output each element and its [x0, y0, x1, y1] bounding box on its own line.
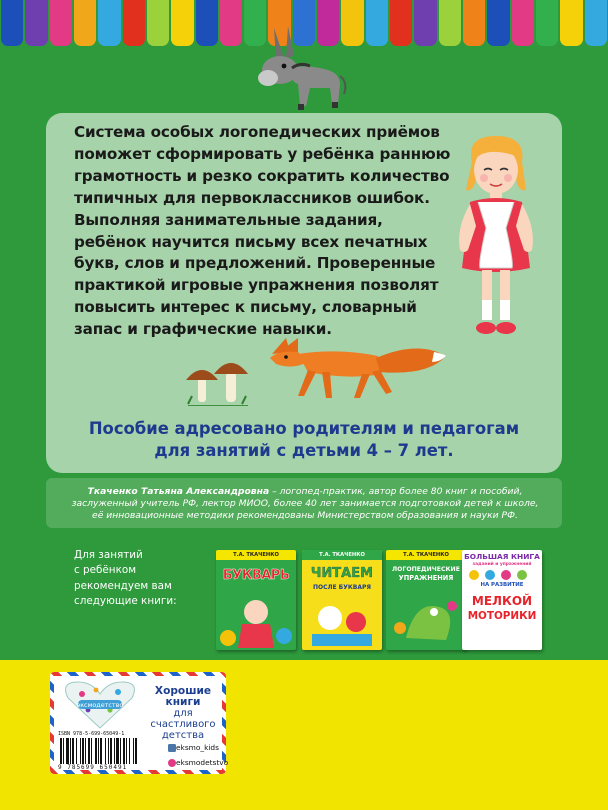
fox-illustration — [268, 330, 448, 402]
audience-statement — [46, 418, 562, 462]
tagline-2: книги — [165, 696, 201, 708]
book-subtitle: УПРАЖНЕНИЯ — [398, 574, 454, 582]
description-line: ребёнок научится письму всех печатных — [74, 232, 428, 251]
color-stripe — [171, 0, 193, 46]
description-line: грамотность и резко сократить количество — [74, 166, 450, 185]
tagline-1: Хорошие — [154, 685, 212, 697]
site-icon — [168, 759, 176, 767]
book-cover-bukvar — [216, 550, 296, 650]
book-illustration — [462, 568, 542, 582]
color-stripe — [98, 0, 120, 46]
girl-illustration — [446, 132, 546, 340]
book-cover-logoped — [386, 550, 466, 650]
author-line-2: заслуженный учитель РФ, лектор МИОО, более 40 лет занимается подготовкой детей к школе, — [71, 498, 539, 509]
social-site: eksmodetstvo — [176, 758, 229, 767]
color-stripe — [560, 0, 582, 46]
barcode-number: 9 785699 650491 — [58, 764, 128, 771]
color-stripe — [463, 0, 485, 46]
color-stripe — [196, 0, 218, 46]
publisher-tagline — [146, 686, 220, 741]
book-illustration — [302, 594, 382, 650]
description-line: поможет сформировать у ребёнка раннюю — [74, 144, 451, 163]
audience-line-2: для занятий с детьми 4 – 7 лет. — [154, 441, 454, 460]
description-text — [74, 122, 454, 341]
book-author: Т.А. ТКАЧЕНКО — [302, 550, 382, 560]
description-line: запас и графические навыки. — [74, 320, 332, 339]
description-line: типичных для первоклассников ошибок. — [74, 188, 430, 207]
book-extra-2: МЕЛКОЙ — [471, 594, 533, 608]
recommend-line: рекомендуем вам — [74, 579, 172, 592]
color-stripe — [147, 0, 169, 46]
barcode-icon — [58, 738, 168, 764]
tagline-4: детства — [161, 730, 205, 741]
book-extra-1: НА РАЗВИТИЕ — [480, 582, 524, 588]
color-stripe — [487, 0, 509, 46]
author-name: Ткаченко Татьяна Александровна — [87, 486, 270, 497]
description-line: повысить интерес к письму, словарный — [74, 298, 417, 317]
social-vk: eksmo_kids — [176, 743, 219, 752]
book-author: Т.А. ТКАЧЕНКО — [386, 550, 466, 560]
book-author: Т.А. ТКАЧЕНКО — [216, 550, 296, 560]
recommend-line: с ребёнком — [74, 564, 137, 577]
author-line-1: – логопед-практик, автор более 80 книг и пособий, — [269, 486, 523, 497]
book-subtitle: ПОСЛЕ БУКВАРЯ — [312, 584, 372, 591]
color-stripe — [414, 0, 436, 46]
description-line: Выполняя занимательные задания, — [74, 210, 383, 229]
recommend-text — [74, 548, 204, 610]
book-subtitle: заданий и упражнений — [472, 562, 532, 567]
donkey-illustration — [240, 22, 350, 118]
book-title: ЛОГОПЕДИЧЕСКИЕ — [392, 566, 460, 573]
isbn-text: ISBN 978-5-699-65049-1 — [58, 731, 125, 737]
color-stripe — [1, 0, 23, 46]
description-line: практикой игровые упражнения позволят — [74, 276, 439, 295]
book-illustration — [216, 590, 296, 650]
author-info — [60, 486, 550, 522]
book-title: БУКВАРЬ — [222, 568, 290, 583]
color-stripe — [390, 0, 412, 46]
color-stripe — [512, 0, 534, 46]
book-cover-chitaem — [302, 550, 382, 650]
logo-text: эксмодетство — [76, 701, 124, 709]
book-illustration — [386, 588, 466, 650]
color-stripe — [536, 0, 558, 46]
color-stripe — [220, 0, 242, 46]
heart-logo-icon — [60, 680, 140, 730]
color-stripe — [123, 0, 145, 46]
recommend-line: следующие книги: — [74, 595, 177, 608]
mushrooms-illustration — [182, 358, 254, 406]
color-stripe — [74, 0, 96, 46]
book-title: БОЛЬШАЯ КНИГА — [464, 552, 540, 561]
book-extra-3: МОТОРИКИ — [467, 610, 537, 622]
description-line: Система особых логопедических приёмов — [74, 123, 440, 141]
color-stripe — [25, 0, 47, 46]
book-title: ЧИТАЕМ — [310, 566, 374, 581]
color-stripe — [366, 0, 388, 46]
author-line-3: её инновационные методики рекомендованы Министерством образования и науки РФ. — [92, 510, 518, 521]
recommend-line: Для занятий — [74, 549, 143, 561]
description-line: букв, слов и предложений. Проверенные — [74, 254, 436, 273]
color-stripe — [439, 0, 461, 46]
color-stripe — [585, 0, 607, 46]
audience-line-1: Пособие адресовано родителям и педагогам — [88, 419, 520, 438]
color-stripe — [50, 0, 72, 46]
book-cover-motorika — [462, 550, 542, 650]
tagline-3: для счастливого — [150, 708, 216, 730]
vk-icon — [168, 744, 176, 752]
